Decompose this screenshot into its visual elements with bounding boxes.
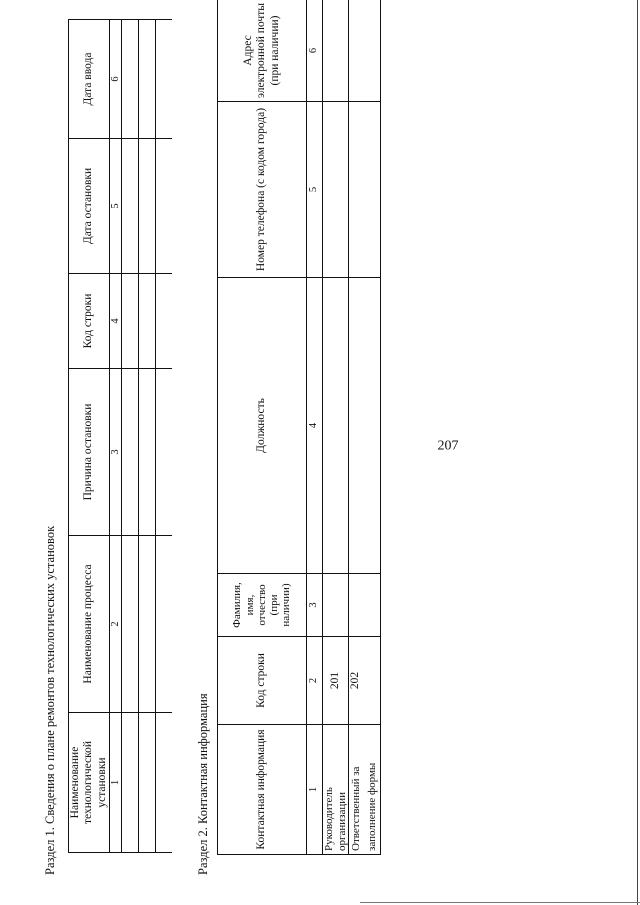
header-stop-date: Дата остановки — [69, 139, 110, 274]
column-number: 6 — [110, 20, 122, 139]
header-full-name: Фамилия, имя, отчество (при наличии) — [218, 574, 307, 637]
header-stop-reason: Причина остановки — [69, 369, 110, 536]
row-label-responsible-person: Ответственный за заполнение формы — [349, 725, 381, 855]
column-number: 4 — [307, 278, 323, 574]
input-cell[interactable] — [156, 369, 173, 536]
input-cell[interactable] — [156, 713, 173, 853]
column-number: 6 — [307, 0, 323, 102]
header-start-date: Дата ввода — [69, 20, 110, 139]
row-label-head-of-organization: Руководитель организации — [323, 725, 349, 855]
input-cell[interactable] — [323, 574, 349, 637]
header-line-code: Код строки — [218, 637, 307, 725]
input-cell[interactable] — [122, 536, 139, 713]
input-cell[interactable] — [122, 139, 139, 274]
table-row — [156, 20, 173, 853]
input-cell[interactable] — [349, 278, 381, 574]
table-row — [122, 20, 139, 853]
contact-info-table — [217, 0, 381, 855]
table-row — [349, 0, 381, 855]
input-cell[interactable] — [139, 139, 156, 274]
row-code: 202 — [349, 637, 381, 725]
header-position: Должность — [218, 278, 307, 574]
repair-plan-table — [68, 19, 172, 853]
input-cell[interactable] — [122, 20, 139, 139]
input-cell[interactable] — [323, 0, 349, 102]
column-number: 2 — [307, 637, 323, 725]
input-cell[interactable] — [156, 274, 173, 369]
header-process-name: Наименование процесса — [69, 536, 110, 713]
input-cell[interactable] — [139, 369, 156, 536]
header-email: Адрес электронной почты (при наличии) — [218, 0, 307, 102]
input-cell[interactable] — [349, 0, 381, 102]
column-number: 3 — [110, 369, 122, 536]
input-cell[interactable] — [139, 20, 156, 139]
input-cell[interactable] — [122, 369, 139, 536]
column-number: 5 — [110, 139, 122, 274]
column-number: 5 — [307, 102, 323, 278]
row-code: 201 — [323, 637, 349, 725]
column-number: 1 — [110, 713, 122, 853]
section2-title: Раздел 2. Контактная информация — [196, 693, 210, 875]
input-cell[interactable] — [139, 274, 156, 369]
input-cell[interactable] — [122, 713, 139, 853]
table-row — [323, 0, 349, 855]
input-cell[interactable] — [349, 102, 381, 278]
header-installation-name: Наименование технологической установки — [69, 713, 110, 853]
input-cell[interactable] — [156, 139, 173, 274]
page-number: 207 — [437, 438, 459, 454]
input-cell[interactable] — [156, 20, 173, 139]
input-cell[interactable] — [323, 102, 349, 278]
column-number: 1 — [307, 725, 323, 855]
input-cell[interactable] — [139, 536, 156, 713]
header-contact-info: Контактная информация — [218, 725, 307, 855]
header-line-code: Код строки — [69, 274, 110, 369]
column-number: 3 — [307, 574, 323, 637]
input-cell[interactable] — [323, 278, 349, 574]
input-cell[interactable] — [349, 574, 381, 637]
input-cell[interactable] — [156, 536, 173, 713]
section1-title: Раздел 1. Сведения о плане ремонтов технологических установок — [43, 525, 57, 875]
column-number: 4 — [110, 274, 122, 369]
header-phone: Номер телефона (с кодом города) — [218, 102, 307, 278]
input-cell[interactable] — [122, 274, 139, 369]
column-number: 2 — [110, 536, 122, 713]
table-row — [139, 20, 156, 853]
input-cell[interactable] — [139, 713, 156, 853]
